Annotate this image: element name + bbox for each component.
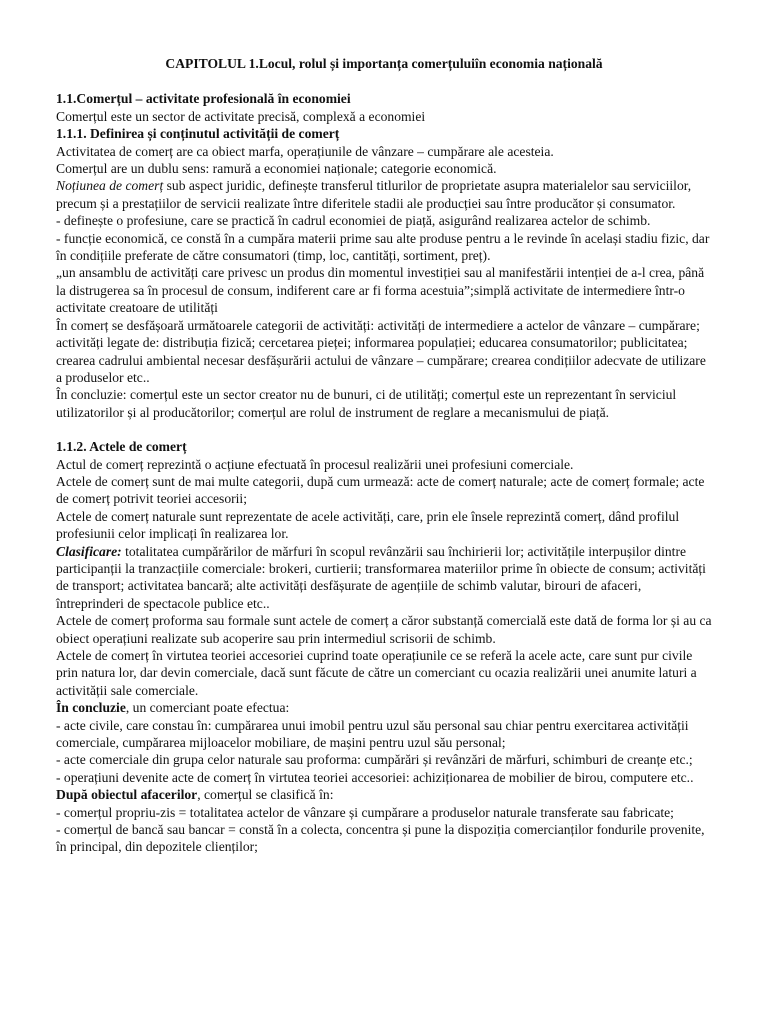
subsection-title: 1.1.1. Definirea și conținutul activității de comerț [56, 126, 340, 142]
paragraph [56, 786, 712, 803]
bold-term: După obiectul afacerilor [56, 787, 198, 803]
paragraph: - comerțul propriu-zis = totalitatea actelor de vânzare și cumpărare a produselor naturale transferate sau fabricate; [56, 804, 674, 820]
paragraph: Comerțul are un dublu sens: ramură a economiei naționale; categorie economică. [56, 161, 497, 177]
paragraph-text: sub aspect juridic, definește transferul titlurilor de proprietate asupra materialelor sau serviciilor, precum și a prestațiilor de servicii realizate între diferitele stadii ale producției sau între producător și consumator. [56, 178, 692, 211]
paragraph: Actele de comerț proforma sau formale sunt actele de comerț a căror substanță comercială este dată de forma lor și au ca obiect operațiuni realizate sub acoperire sau prin intermediul scrisorii de schimb. [56, 613, 712, 646]
paragraph: - funcție economică, ce constă în a cumpăra materii prime sau alte produse pentru a le revinde în același stadiu fizic, dar în condițiile preferate de către consumatori (timp, loc, cantități, sortiment, preț). [56, 230, 710, 264]
paragraph: În comerț se desfășoară următoarele categorii de activități: activități de intermediere a actelor de vânzare – cumpărare; activități legate de: distribuția fizică; cercetarea pieței; informarea populației; educarea consumatorilor; publicitatea; crearea cadrului ambiental necesar desfășurării actului de vânzare – cumpărare; crearea condițiilor adecvate de utilizare a produselor etc.. [56, 317, 706, 385]
paragraph: Comerțul este un sector de activitate precisă, complexă a economiei [56, 108, 426, 124]
paragraph: Actele de comerț în virtutea teoriei accesoriei cuprind toate operațiunile ce se referă la acele acte, care sunt pur civile prin natura lor, dar devin comerciale, dacă sunt făcute de către un comerciant cu ocazia realizării unei anumite laturi a activității sale comerciale. [56, 648, 697, 698]
italic-term: Noțiunea de comerț [56, 178, 164, 194]
paragraph: Actul de comerț reprezintă o acțiune efectuată în procesul realizării unei profesiuni comerciale. [56, 456, 574, 472]
subsection-title: 1.1.2. Actele de comerț [56, 439, 187, 455]
paragraph: - comerțul de bancă sau bancar = constă în a colecta, concentra și pune la dispoziția comercianților fondurile provenite, în principal, din depozitele clienților; [56, 822, 705, 855]
paragraph: - acte civile, care constau în: cumpărarea unui imobil pentru uzul său personal sau chiar pentru exercitarea activității comerciale, cumpărarea mijloacelor mobiliare, de mașini pentru uzul său personal; [56, 717, 689, 751]
bold-italic-term: Clasificare: [56, 543, 122, 559]
paragraph: - acte comerciale din grupa celor naturale sau proforma: cumpărări și revânzări de mărfuri, schimburi de creanțe etc.; [56, 752, 693, 768]
section-title: 1.1.Comerțul – activitate profesională în economiei [56, 91, 351, 107]
bold-term: În concluzie [56, 700, 126, 716]
paragraph: Actele de comerț sunt de mai multe categorii, după cum urmează: acte de comerț naturale; acte de comerț formale; acte de comerț potrivit teoriei accesorii; [56, 473, 705, 507]
spacer [56, 421, 712, 438]
paragraph [56, 699, 712, 716]
paragraph: Actele de comerț naturale sunt reprezentate de acele activități, care, prin ele însele reprezintă comerț, dând profilul profesiunii celor implicați în realizarea lor. [56, 508, 680, 542]
paragraph: Activitatea de comerț are ca obiect marfa, operațiunile de vânzare – cumpărare ale acesteia. [56, 143, 554, 159]
paragraph [56, 543, 712, 613]
paragraph: - operațiuni devenite acte de comerț în virtutea teoriei accesoriei: achiziționarea de mobilier de birou, computere etc.. [56, 769, 694, 785]
paragraph-text: , comerțul se clasifică în: [197, 787, 334, 803]
paragraph: În concluzie: comerțul este un sector creator nu de bunuri, ci de utilități; comerțul este un reprezentant în serviciul utilizatorilor și al producătorilor; comerțul are rolul de instrument de reglare a mecanismului de piață. [56, 387, 677, 420]
chapter-title: CAPITOLUL 1.Locul, rolul și importanța comerțuluiîn economia națională [165, 56, 603, 71]
paragraph-text: , un comerciant poate efectua: [125, 700, 290, 716]
paragraph: - definește o profesiune, care se practică în cadrul economiei de piață, asigurând realizarea actelor de schimb. [56, 213, 651, 229]
paragraph: „un ansamblu de activități care privesc un produs din momentul investiției sau al manifestării intenției de a-l crea, până la distrugerea sa în procesul de consum, indiferent care ar fi forma acestuia”;simplă activitate de intermediere într-o activitate creatoare de utilități [56, 265, 705, 316]
paragraph [56, 177, 712, 212]
paragraph-text: totalitatea cumpărărilor de mărfuri în scopul revânzării sau închirierii lor; activitățile interpușilor dintre participanții la tranzacțiile comerciale: brokeri, curtierii; transformarea materiilor prime în obiecte de consum; activități de transport; activitatea bancară; alte activități desfășurate de agențiile de schimb valutar, birouri de afaceri, întreprinderi de spectacole publice etc.. [56, 543, 706, 611]
